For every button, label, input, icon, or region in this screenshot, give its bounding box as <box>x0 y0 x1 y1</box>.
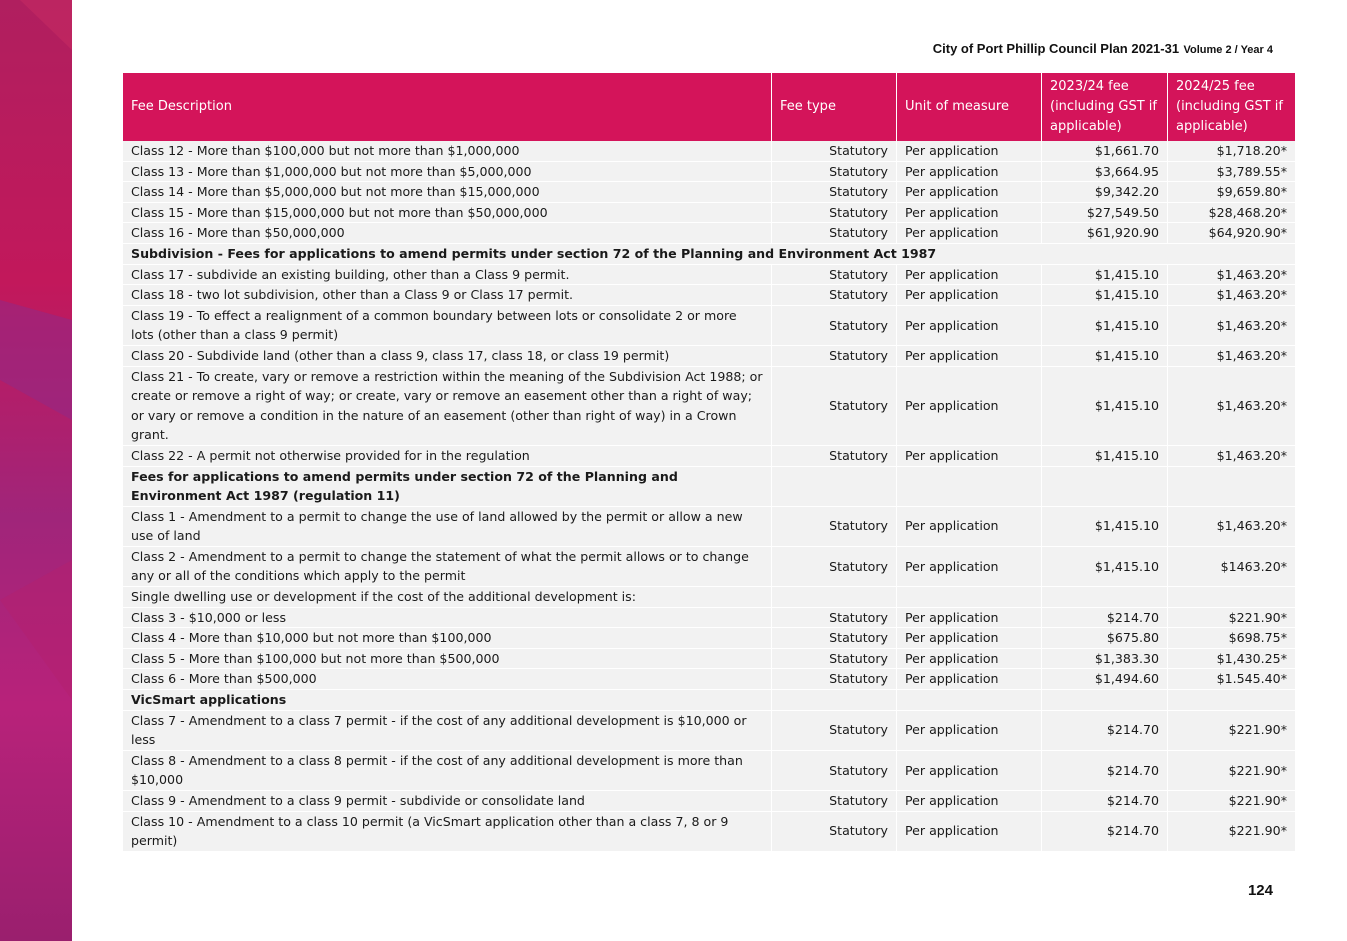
fee-type-cell: Statutory <box>772 162 897 183</box>
fee-2023-24-cell: $9,342.20 <box>1042 182 1168 203</box>
fee-type-cell: Statutory <box>772 711 897 751</box>
fee-description-cell: Class 13 - More than $1,000,000 but not more than $5,000,000 <box>123 162 772 183</box>
unit-of-measure-cell: Per application <box>897 306 1042 346</box>
table-row <box>123 507 1295 547</box>
fees-table <box>123 73 1295 852</box>
fee-description-cell: Class 19 - To effect a realignment of a common boundary between lots or consolidate 2 or more lots (other than a class 9 permit) <box>123 306 772 346</box>
fee-type-cell: Statutory <box>772 507 897 547</box>
fee-description-cell: Class 3 - $10,000 or less <box>123 608 772 629</box>
fee-description-cell: Class 22 - A permit not otherwise provided for in the regulation <box>123 446 772 467</box>
fee-type-cell: Statutory <box>772 306 897 346</box>
fee-2023-24-cell: $1,415.10 <box>1042 346 1168 367</box>
section-heading-row <box>123 467 1295 507</box>
table-row <box>123 608 1295 629</box>
unit-of-measure-cell: Per application <box>897 285 1042 306</box>
fee-type-cell: Statutory <box>772 265 897 286</box>
table-row <box>123 791 1295 812</box>
unit-of-measure-cell: Per application <box>897 812 1042 852</box>
fee-description-cell: Class 20 - Subdivide land (other than a class 9, class 17, class 18, or class 19 permit) <box>123 346 772 367</box>
unit-of-measure-cell: Per application <box>897 547 1042 587</box>
unit-of-measure-cell: Per application <box>897 608 1042 629</box>
table-row <box>123 162 1295 183</box>
fee-2023-24-cell: $214.70 <box>1042 812 1168 852</box>
unit-of-measure-cell: Per application <box>897 711 1042 751</box>
fee-2024-25-cell: $1,463.20* <box>1168 306 1295 346</box>
table-row <box>123 265 1295 286</box>
fee-type-cell: Statutory <box>772 649 897 670</box>
fee-type-cell: Statutory <box>772 791 897 812</box>
section-heading-cell: VicSmart applications <box>123 690 772 711</box>
fee-2024-25-cell: $1,463.20* <box>1168 507 1295 547</box>
note-cell: Single dwelling use or development if the cost of the additional development is: <box>123 587 772 608</box>
page-number: 124 <box>1247 882 1273 899</box>
fee-description-cell: Class 14 - More than $5,000,000 but not more than $15,000,000 <box>123 182 772 203</box>
fee-2023-24-cell: $214.70 <box>1042 791 1168 812</box>
fee-description-cell: Class 10 - Amendment to a class 10 permit (a VicSmart application other than a class 7, 8 or 9 permit) <box>123 812 772 852</box>
table-row <box>123 367 1295 446</box>
fee-2024-25-cell: $1463.20* <box>1168 547 1295 587</box>
fee-2023-24-cell: $1,415.10 <box>1042 306 1168 346</box>
fee-description-cell: Class 21 - To create, vary or remove a restriction within the meaning of the Subdivision Act 1988; or create or remove a right of way; or create, vary or remove an easement other than a right of way; or vary or remove a condition in the nature of an easement (other than right of way) in a Crown grant. <box>123 367 772 446</box>
fee-type-cell: Statutory <box>772 367 897 446</box>
table-row <box>123 711 1295 751</box>
unit-of-measure-cell: Per application <box>897 223 1042 244</box>
fee-type-cell: Statutory <box>772 285 897 306</box>
empty-cell <box>1042 690 1168 711</box>
fee-type-cell: Statutory <box>772 547 897 587</box>
unit-of-measure-cell: Per application <box>897 182 1042 203</box>
fee-2024-25-cell: $3,789.55* <box>1168 162 1295 183</box>
fee-description-cell: Class 5 - More than $100,000 but not more than $500,000 <box>123 649 772 670</box>
unit-of-measure-cell: Per application <box>897 346 1042 367</box>
fee-2023-24-cell: $1,383.30 <box>1042 649 1168 670</box>
fee-2023-24-cell: $27,549.50 <box>1042 203 1168 224</box>
fee-2024-25-cell: $1,718.20* <box>1168 141 1295 162</box>
unit-of-measure-cell: Per application <box>897 367 1042 446</box>
fee-2024-25-cell: $1,430.25* <box>1168 649 1295 670</box>
note-row <box>123 587 1295 608</box>
unit-of-measure-cell: Per application <box>897 751 1042 791</box>
fee-2024-25-cell: $1,463.20* <box>1168 346 1295 367</box>
fee-2024-25-cell: $1,463.20* <box>1168 446 1295 467</box>
column-header-unit-of-measure: Unit of measure <box>897 73 1042 141</box>
empty-cell <box>772 690 897 711</box>
fee-2024-25-cell: $28,468.20* <box>1168 203 1295 224</box>
table-row <box>123 649 1295 670</box>
empty-cell <box>1168 467 1295 507</box>
table-row <box>123 628 1295 649</box>
fee-2023-24-cell: $675.80 <box>1042 628 1168 649</box>
empty-cell <box>1042 587 1168 608</box>
fee-2023-24-cell: $1,415.10 <box>1042 285 1168 306</box>
unit-of-measure-cell: Per application <box>897 507 1042 547</box>
unit-of-measure-cell: Per application <box>897 141 1042 162</box>
fee-2024-25-cell: $1,463.20* <box>1168 265 1295 286</box>
fee-type-cell: Statutory <box>772 182 897 203</box>
table-row <box>123 751 1295 791</box>
document-header <box>933 40 1273 58</box>
fee-2024-25-cell: $698.75* <box>1168 628 1295 649</box>
table-row <box>123 285 1295 306</box>
empty-cell <box>1042 467 1168 507</box>
fee-description-cell: Class 6 - More than $500,000 <box>123 669 772 690</box>
empty-cell <box>897 467 1042 507</box>
unit-of-measure-cell: Per application <box>897 203 1042 224</box>
table-row <box>123 346 1295 367</box>
table-row <box>123 547 1295 587</box>
fee-2023-24-cell: $3,664.95 <box>1042 162 1168 183</box>
fee-2024-25-cell: $221.90* <box>1168 608 1295 629</box>
column-header-fee-type: Fee type <box>772 73 897 141</box>
fee-2023-24-cell: $1,415.10 <box>1042 367 1168 446</box>
fee-2024-25-cell: $1,463.20* <box>1168 285 1295 306</box>
table-row <box>123 669 1295 690</box>
unit-of-measure-cell: Per application <box>897 265 1042 286</box>
empty-cell <box>772 587 897 608</box>
fee-2023-24-cell: $214.70 <box>1042 608 1168 629</box>
fee-description-cell: Class 1 - Amendment to a permit to change the use of land allowed by the permit or allow a new use of land <box>123 507 772 547</box>
fee-2023-24-cell: $1,415.10 <box>1042 507 1168 547</box>
table-row <box>123 812 1295 852</box>
section-heading-cell: Subdivision - Fees for applications to amend permits under section 72 of the Planning and Environment Act 1987 <box>123 244 1295 265</box>
fee-2023-24-cell: $1,415.10 <box>1042 446 1168 467</box>
table-row <box>123 182 1295 203</box>
fee-2024-25-cell: $1.545.40* <box>1168 669 1295 690</box>
empty-cell <box>772 467 897 507</box>
table-row <box>123 203 1295 224</box>
fee-description-cell: Class 17 - subdivide an existing building, other than a Class 9 permit. <box>123 265 772 286</box>
column-header-fee-2024-25: 2024/25 fee (including GST if applicable) <box>1168 73 1295 141</box>
fee-description-cell: Class 15 - More than $15,000,000 but not more than $50,000,000 <box>123 203 772 224</box>
table-header-row <box>123 73 1295 141</box>
fee-type-cell: Statutory <box>772 203 897 224</box>
fee-description-cell: Class 4 - More than $10,000 but not more than $100,000 <box>123 628 772 649</box>
fee-2024-25-cell: $64,920.90* <box>1168 223 1295 244</box>
fee-type-cell: Statutory <box>772 812 897 852</box>
unit-of-measure-cell: Per application <box>897 649 1042 670</box>
empty-cell <box>897 587 1042 608</box>
fee-2023-24-cell: $1,415.10 <box>1042 547 1168 587</box>
fee-2023-24-cell: $1,661.70 <box>1042 141 1168 162</box>
empty-cell <box>897 690 1042 711</box>
fee-description-cell: Class 16 - More than $50,000,000 <box>123 223 772 244</box>
fee-2024-25-cell: $221.90* <box>1168 751 1295 791</box>
unit-of-measure-cell: Per application <box>897 669 1042 690</box>
fee-type-cell: Statutory <box>772 628 897 649</box>
side-band-pattern <box>0 0 72 941</box>
fee-type-cell: Statutory <box>772 223 897 244</box>
fee-type-cell: Statutory <box>772 669 897 690</box>
fee-type-cell: Statutory <box>772 751 897 791</box>
fee-type-cell: Statutory <box>772 346 897 367</box>
table-body <box>123 141 1295 852</box>
fee-2023-24-cell: $214.70 <box>1042 751 1168 791</box>
fee-description-cell: Class 12 - More than $100,000 but not more than $1,000,000 <box>123 141 772 162</box>
fee-2024-25-cell: $1,463.20* <box>1168 367 1295 446</box>
unit-of-measure-cell: Per application <box>897 791 1042 812</box>
document-volume: Volume 2 / Year 4 <box>1183 44 1273 56</box>
fee-2024-25-cell: $221.90* <box>1168 791 1295 812</box>
unit-of-measure-cell: Per application <box>897 628 1042 649</box>
fee-type-cell: Statutory <box>772 446 897 467</box>
fee-2023-24-cell: $214.70 <box>1042 711 1168 751</box>
column-header-fee-description: Fee Description <box>123 73 772 141</box>
fee-type-cell: Statutory <box>772 141 897 162</box>
decorative-side-band <box>0 0 72 941</box>
table-row <box>123 223 1295 244</box>
fee-description-cell: Class 9 - Amendment to a class 9 permit - subdivide or consolidate land <box>123 791 772 812</box>
fee-description-cell: Class 8 - Amendment to a class 8 permit - if the cost of any additional development is more than $10,000 <box>123 751 772 791</box>
fee-2023-24-cell: $1,415.10 <box>1042 265 1168 286</box>
section-heading-row <box>123 690 1295 711</box>
unit-of-measure-cell: Per application <box>897 162 1042 183</box>
document-title: City of Port Phillip Council Plan 2021-31 <box>932 41 1180 56</box>
empty-cell <box>1168 587 1295 608</box>
table-row <box>123 306 1295 346</box>
fee-description-cell: Class 7 - Amendment to a class 7 permit - if the cost of any additional development is $10,000 or less <box>123 711 772 751</box>
empty-cell <box>1168 690 1295 711</box>
table-row <box>123 141 1295 162</box>
fee-type-cell: Statutory <box>772 608 897 629</box>
section-heading-cell: Fees for applications to amend permits under section 72 of the Planning and Environment Act 1987 (regulation 11) <box>123 467 772 507</box>
column-header-fee-2023-24: 2023/24 fee (including GST if applicable) <box>1042 73 1168 141</box>
fee-2024-25-cell: $221.90* <box>1168 812 1295 852</box>
table-row <box>123 446 1295 467</box>
fee-2024-25-cell: $9,659.80* <box>1168 182 1295 203</box>
section-heading-row <box>123 244 1295 265</box>
fee-description-cell: Class 18 - two lot subdivision, other than a Class 9 or Class 17 permit. <box>123 285 772 306</box>
fee-2023-24-cell: $1,494.60 <box>1042 669 1168 690</box>
fee-description-cell: Class 2 - Amendment to a permit to change the statement of what the permit allows or to change any or all of the conditions which apply to the permit <box>123 547 772 587</box>
fee-2023-24-cell: $61,920.90 <box>1042 223 1168 244</box>
fee-2024-25-cell: $221.90* <box>1168 711 1295 751</box>
unit-of-measure-cell: Per application <box>897 446 1042 467</box>
